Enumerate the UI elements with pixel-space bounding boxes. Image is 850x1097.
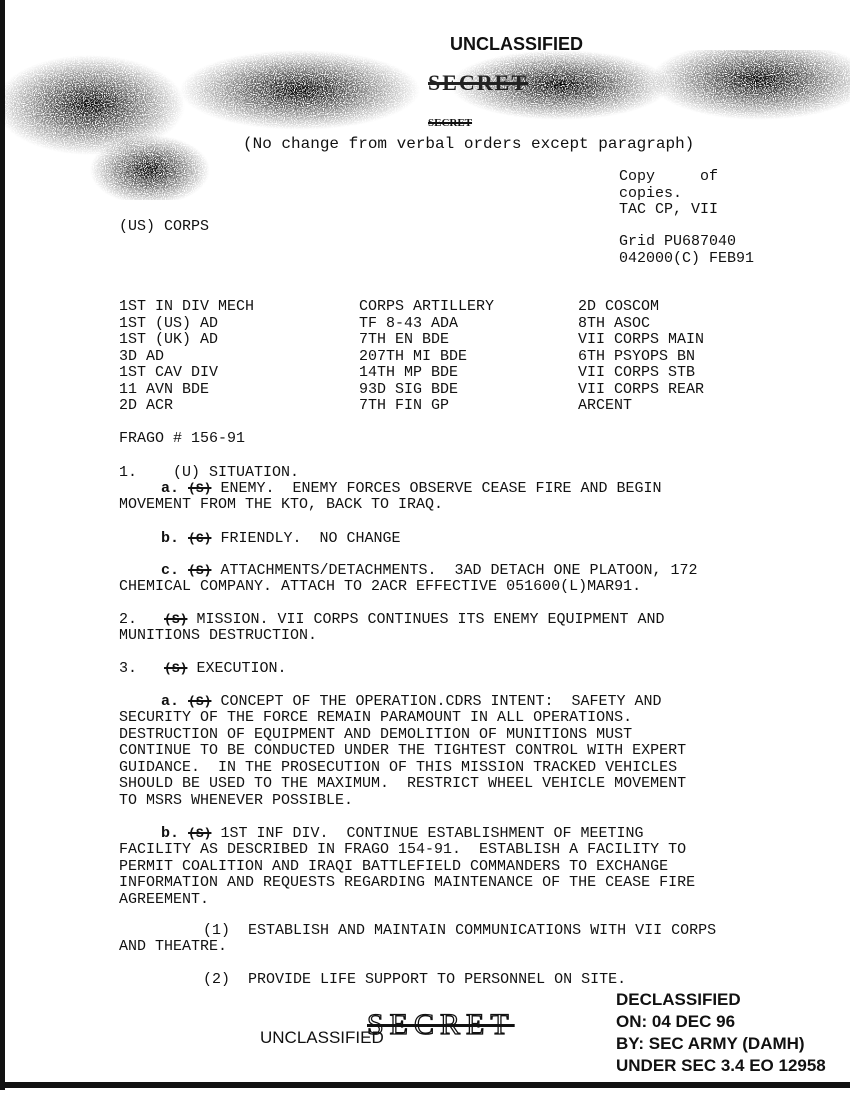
para-text: PROVIDE LIFE SUPPORT TO PERSONNEL ON SITE. (248, 971, 627, 988)
para-3b-body (119, 842, 695, 908)
para-text: FRIENDLY. NO CHANGE (220, 530, 401, 547)
dist-item: TF 8-43 ADA (359, 314, 459, 332)
para-line: SHOULD BE USED TO THE MAXIMUM. RESTRICT WHEEL VEHICLE MOVEMENT (119, 775, 687, 792)
para-number: (1) (203, 922, 231, 939)
para-text: ATTACHMENTS/DETACHMENTS. 3AD DETACH ONE PLATOON, 172 (220, 562, 698, 579)
para-number: 2. (119, 611, 138, 628)
dist-item: 7TH FIN GP (359, 397, 450, 414)
dist-item: 2D ACR (119, 397, 174, 414)
para-text: MISSION. VII CORPS CONTINUES ITS ENEMY EQUIPMENT AND (196, 611, 665, 628)
para-line: TO MSRS WHENEVER POSSIBLE. (119, 791, 354, 809)
tac-line: TAC CP, VII (619, 201, 719, 218)
para-line: SECURITY OF THE FORCE REMAIN PARAMOUNT IN ALL OPERATIONS. (119, 709, 633, 726)
dist-item: 1ST CAV DIV (119, 364, 219, 381)
footer-secret-stamp: SECRET (367, 1008, 515, 1041)
class-mark: (S) (164, 612, 188, 627)
dist-item: 93D SIG BDE (359, 380, 459, 398)
declass-line: BY: SEC ARMY (DAMH) (616, 1034, 805, 1053)
dist-item: 7TH EN BDE (359, 331, 450, 348)
para-line: PERMIT COALITION AND IRAQI BATTLEFIELD COMMANDERS TO EXCHANGE (119, 857, 669, 875)
dist-item: VII CORPS STB (578, 364, 696, 381)
para-line: FACILITY AS DESCRIBED IN FRAGO 154-91. ESTABLISH A FACILITY TO (119, 841, 687, 858)
copy-line: Copy of (619, 168, 719, 185)
declassified-stamp (616, 990, 826, 1078)
bottom-scan-edge (0, 1082, 850, 1088)
para-number: 3. (119, 660, 138, 677)
para-3b1-line-1 (203, 923, 716, 940)
distribution-col-2 (359, 299, 494, 415)
para-3-heading (119, 661, 286, 678)
dist-item: 1ST (UK) AD (119, 331, 219, 348)
para-3b2 (203, 972, 626, 989)
secret-stamp-small: SECRET (428, 117, 473, 129)
dtg-line: 042000(C) FEB91 (619, 249, 755, 267)
para-line: CONTINUE TO BE CONDUCTED UNDER THE TIGHTEST CONTROL WITH EXPERT (119, 742, 687, 759)
para-text: ESTABLISH AND MAINTAIN COMMUNICATIONS WITH VII CORPS (248, 922, 717, 939)
declass-line: DECLASSIFIED (616, 990, 741, 1009)
dist-item: VII CORPS MAIN (578, 331, 705, 348)
dist-item: ARCENT (578, 397, 633, 414)
declass-line: UNDER SEC 3.4 EO 12958 (616, 1056, 826, 1075)
para-1a-line-2: MOVEMENT FROM THE KTO, BACK TO IRAQ. (119, 496, 444, 513)
corps-label: (US) CORPS (119, 218, 210, 235)
sub-letter: a. (161, 480, 180, 497)
dist-item: VII CORPS REAR (578, 380, 705, 398)
sub-letter: b. (161, 530, 180, 547)
para-line: DESTRUCTION OF EQUIPMENT AND DEMOLITION OF MUNITIONS MUST (119, 725, 633, 743)
para-line: AGREEMENT. (119, 890, 210, 908)
secret-stamp-top: SECRET (428, 70, 529, 95)
class-mark: (C) (188, 531, 212, 546)
frago-number: FRAGO # 156-91 (119, 430, 246, 447)
copy-block (619, 169, 718, 219)
para-title: (U) SITUATION. (173, 464, 300, 481)
para-title: EXECUTION. (196, 660, 287, 677)
para-text: CONCEPT OF THE OPERATION.CDRS INTENT: SAFETY AND (220, 693, 662, 710)
grid-block (619, 234, 754, 267)
para-3b1-line-2: AND THEATRE. (119, 938, 228, 955)
para-2-line-2: MUNITIONS DESTRUCTION. (119, 627, 318, 644)
para-1c-line-2: CHEMICAL COMPANY. ATTACH TO 2ACR EFFECTIVE 051600(L)MAR91. (119, 578, 642, 595)
para-3a-body (119, 710, 686, 809)
class-mark: (S) (188, 694, 212, 709)
class-mark: (S) (164, 661, 188, 676)
para-text: ENEMY. ENEMY FORCES OBSERVE CEASE FIRE AND BEGIN (220, 480, 662, 497)
dist-item: CORPS ARTILLERY (359, 298, 495, 315)
class-mark: (S) (188, 826, 212, 841)
sub-letter: b. (161, 825, 180, 842)
sub-letter: a. (161, 693, 180, 710)
dist-item: 14TH MP BDE (359, 364, 459, 381)
top-unclassified-stamp: UNCLASSIFIED (450, 34, 584, 54)
class-mark: (S) (188, 563, 212, 578)
distribution-col-3 (578, 299, 704, 415)
para-line: GUIDANCE. IN THE PROSECUTION OF THIS MISSION TRACKED VEHICLES (119, 758, 678, 776)
sub-letter: c. (161, 562, 180, 579)
dist-item: 1ST (US) AD (119, 314, 219, 332)
declass-line: ON: 04 DEC 96 (616, 1012, 736, 1031)
dist-item: 2D COSCOM (578, 298, 660, 315)
para-text: 1ST INF DIV. CONTINUE ESTABLISHMENT OF MEETING (220, 825, 644, 842)
distribution-col-1 (119, 299, 254, 415)
scan-noise (0, 50, 850, 200)
para-number: 1. (119, 464, 138, 481)
class-mark: (S) (188, 481, 212, 496)
dist-item: 3D AD (119, 347, 165, 365)
para-1b (161, 531, 400, 548)
dist-item: 8TH ASOC (578, 314, 651, 332)
dist-item: 11 AVN BDE (119, 380, 210, 398)
para-line: INFORMATION AND REQUESTS REGARDING MAINTENANCE OF THE CEASE FIRE (119, 874, 696, 891)
dist-item: 6TH PSYOPS BN (578, 347, 696, 365)
copies-line: copies. (619, 184, 683, 202)
dist-item: 1ST IN DIV MECH (119, 298, 255, 315)
para-number: (2) (203, 971, 231, 988)
grid-line: Grid PU687040 (619, 233, 737, 250)
header-note: (No change from verbal orders except paragraph) (243, 135, 695, 153)
footer-unclassified-stamp: UNCLASSIFIED (260, 1028, 384, 1047)
dist-item: 207TH MI BDE (359, 347, 468, 365)
